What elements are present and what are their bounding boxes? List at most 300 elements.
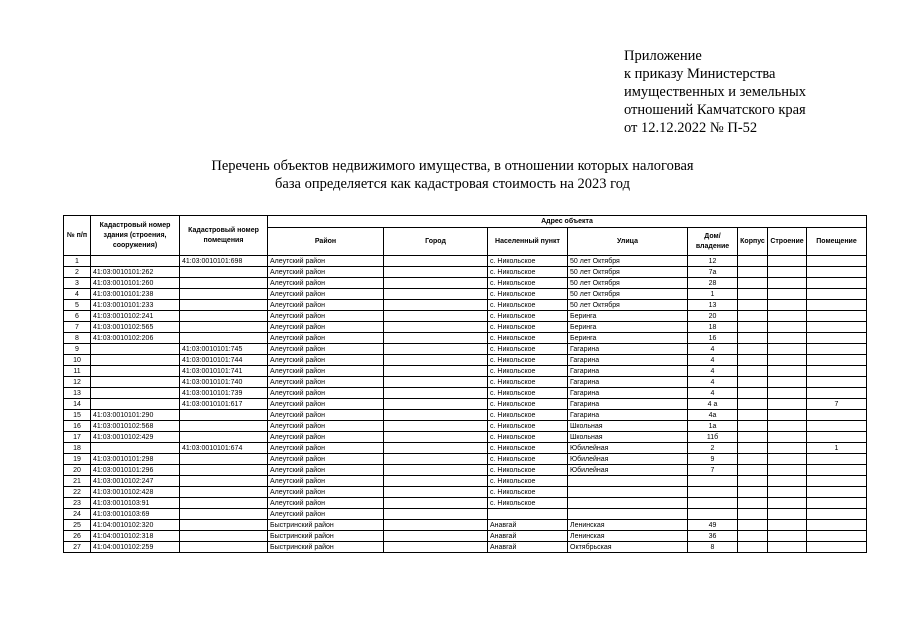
cell-city [384,454,488,465]
cell-house: 11б [688,432,738,443]
cell-district: Алеутский район [268,322,384,333]
header-settlement: Населенный пункт [488,228,568,256]
cell-row-num: 2 [64,267,91,278]
cell-house: 2 [688,443,738,454]
cell-row-num: 3 [64,278,91,289]
cell-district: Алеутский район [268,311,384,322]
cell-row-num: 7 [64,322,91,333]
cell-house: 4 [688,355,738,366]
cell-city [384,278,488,289]
cell-stroenie [768,509,807,520]
cell-street: 50 лет Октября [568,267,688,278]
cell-settlement: с. Никольское [488,432,568,443]
cell-city [384,344,488,355]
cell-district: Алеутский район [268,300,384,311]
cell-house [688,487,738,498]
cell-house: 4 [688,388,738,399]
cell-building-cadastral: 41:03:0010101:238 [91,289,180,300]
cell-row-num: 22 [64,487,91,498]
cell-district: Алеутский район [268,465,384,476]
title-line-1: Перечень объектов недвижимого имущества, в отношении которых налоговая [211,158,694,174]
cell-korpus [738,377,768,388]
cell-settlement: с. Никольское [488,377,568,388]
table-row [64,256,867,267]
cell-house: 4 [688,344,738,355]
cell-row-num: 11 [64,366,91,377]
cell-korpus [738,278,768,289]
cell-stroenie [768,388,807,399]
cell-house [688,476,738,487]
cell-room-cadastral: 41:03:0010101:674 [180,443,268,454]
table-row [64,476,867,487]
cell-settlement: Анавгай [488,531,568,542]
cell-row-num: 26 [64,531,91,542]
cell-settlement: с. Никольское [488,322,568,333]
cell-korpus [738,421,768,432]
cell-street: Гагарина [568,399,688,410]
header-city: Город [384,228,488,256]
cell-building-cadastral: 41:03:0010102:565 [91,322,180,333]
cell-row-num: 25 [64,520,91,531]
cell-settlement: с. Никольское [488,487,568,498]
cell-building-cadastral: 41:03:0010101:298 [91,454,180,465]
cell-stroenie [768,344,807,355]
cell-room-cadastral: 41:03:0010101:740 [180,377,268,388]
cell-room [807,278,867,289]
cell-korpus [738,366,768,377]
table-row [64,498,867,509]
cell-city [384,256,488,267]
cell-room [807,300,867,311]
cell-city [384,487,488,498]
cell-city [384,465,488,476]
cell-building-cadastral: 41:04:0010102:318 [91,531,180,542]
cell-room [807,498,867,509]
cell-street: Гагарина [568,366,688,377]
table-row [64,520,867,531]
cell-room-cadastral [180,322,268,333]
cell-district: Быстринский район [268,531,384,542]
cell-row-num: 4 [64,289,91,300]
cell-house: 36 [688,531,738,542]
cell-stroenie [768,355,807,366]
cell-korpus [738,509,768,520]
table-row [64,267,867,278]
cell-street: Школьная [568,432,688,443]
cell-stroenie [768,443,807,454]
cell-settlement: с. Никольское [488,333,568,344]
cell-house: 16 [688,333,738,344]
cell-district: Алеутский район [268,432,384,443]
cell-settlement: с. Никольское [488,388,568,399]
cell-room [807,322,867,333]
table-row [64,366,867,377]
cell-building-cadastral [91,388,180,399]
cell-district: Алеутский район [268,388,384,399]
cell-building-cadastral: 41:03:0010102:206 [91,333,180,344]
cell-house: 18 [688,322,738,333]
cell-building-cadastral: 41:03:0010102:428 [91,487,180,498]
cell-house: 49 [688,520,738,531]
cell-stroenie [768,256,807,267]
cell-street [568,498,688,509]
cell-settlement: с. Никольское [488,443,568,454]
cell-room-cadastral: 41:03:0010101:744 [180,355,268,366]
cell-korpus [738,498,768,509]
cell-building-cadastral: 41:03:0010102:241 [91,311,180,322]
cell-street: 50 лет Октября [568,289,688,300]
cell-room [807,487,867,498]
table-row [64,509,867,520]
cell-settlement: с. Никольское [488,399,568,410]
cell-city [384,509,488,520]
cell-room-cadastral [180,267,268,278]
cell-settlement: с. Никольское [488,355,568,366]
cell-city [384,476,488,487]
cell-street: Беринга [568,333,688,344]
cell-settlement: с. Никольское [488,278,568,289]
cell-settlement: Анавгай [488,542,568,553]
cell-city [384,443,488,454]
cell-row-num: 13 [64,388,91,399]
cell-street: Юбилейная [568,465,688,476]
cell-row-num: 12 [64,377,91,388]
cell-district: Алеутский район [268,509,384,520]
cell-city [384,520,488,531]
cell-room-cadastral [180,487,268,498]
cell-building-cadastral [91,366,180,377]
header-stroenie: Строение [768,228,807,256]
cell-city [384,542,488,553]
cell-street: 50 лет Октября [568,300,688,311]
cell-building-cadastral: 41:03:0010102:568 [91,421,180,432]
table-row [64,410,867,421]
cell-korpus [738,311,768,322]
cell-district: Алеутский район [268,454,384,465]
cell-stroenie [768,333,807,344]
property-register-table [63,215,867,553]
cell-settlement [488,509,568,520]
cell-district: Алеутский район [268,289,384,300]
header-room: Помещение [807,228,867,256]
cell-street: Гагарина [568,388,688,399]
cell-stroenie [768,311,807,322]
header-num: № п/п [64,216,91,256]
cell-house: 7 [688,465,738,476]
cell-city [384,333,488,344]
document-title [150,157,755,193]
cell-settlement: с. Никольское [488,366,568,377]
cell-row-num: 10 [64,355,91,366]
appendix-line: от 12.12.2022 № П-52 [624,120,758,136]
table-row [64,355,867,366]
cell-room [807,476,867,487]
cell-building-cadastral: 41:03:0010102:429 [91,432,180,443]
cell-room-cadastral: 41:03:0010101:617 [180,399,268,410]
cell-stroenie [768,476,807,487]
cell-street: 50 лет Октября [568,278,688,289]
cell-korpus [738,487,768,498]
table-row [64,289,867,300]
cell-stroenie [768,432,807,443]
appendix-header [624,47,806,137]
table-row [64,487,867,498]
cell-settlement: с. Никольское [488,311,568,322]
cell-street: Юбилейная [568,443,688,454]
cell-house: 4 [688,377,738,388]
cell-district: Быстринский район [268,520,384,531]
cell-room-cadastral: 41:03:0010101:739 [180,388,268,399]
cell-room [807,333,867,344]
cell-stroenie [768,289,807,300]
cell-street: Школьная [568,421,688,432]
cell-stroenie [768,487,807,498]
cell-row-num: 24 [64,509,91,520]
cell-building-cadastral: 41:04:0010102:320 [91,520,180,531]
cell-street: Ленинская [568,520,688,531]
cell-building-cadastral: 41:03:0010103:69 [91,509,180,520]
cell-korpus [738,465,768,476]
cell-room [807,542,867,553]
cell-stroenie [768,278,807,289]
cell-street: Беринга [568,322,688,333]
cell-korpus [738,531,768,542]
cell-korpus [738,300,768,311]
cell-settlement: с. Никольское [488,300,568,311]
cell-korpus [738,542,768,553]
cell-street: Октябрьская [568,542,688,553]
cell-room-cadastral [180,421,268,432]
appendix-line: отношений Камчатского края [624,102,806,118]
cell-street: Гагарина [568,410,688,421]
cell-settlement: с. Никольское [488,256,568,267]
cell-house: 4 [688,366,738,377]
cell-district: Алеутский район [268,443,384,454]
cell-street: Беринга [568,311,688,322]
cell-stroenie [768,410,807,421]
cell-korpus [738,410,768,421]
cell-building-cadastral [91,355,180,366]
header-street: Улица [568,228,688,256]
cell-city [384,289,488,300]
cell-row-num: 20 [64,465,91,476]
table-row [64,300,867,311]
cell-house: 28 [688,278,738,289]
cell-korpus [738,256,768,267]
cell-building-cadastral: 41:03:0010102:247 [91,476,180,487]
cell-settlement: с. Никольское [488,289,568,300]
cell-building-cadastral: 41:03:0010101:290 [91,410,180,421]
cell-korpus [738,432,768,443]
cell-room [807,289,867,300]
cell-row-num: 8 [64,333,91,344]
cell-city [384,432,488,443]
cell-house [688,509,738,520]
table-body [64,256,867,553]
cell-house [688,498,738,509]
cell-room [807,377,867,388]
cell-room-cadastral [180,300,268,311]
cell-district: Алеутский район [268,498,384,509]
cell-room-cadastral [180,498,268,509]
cell-room-cadastral [180,333,268,344]
appendix-line: имущественных и земельных [624,84,807,100]
cell-row-num: 6 [64,311,91,322]
cell-building-cadastral: 41:03:0010101:260 [91,278,180,289]
cell-city [384,300,488,311]
cell-house: 7а [688,267,738,278]
cell-stroenie [768,322,807,333]
cell-district: Алеутский район [268,278,384,289]
cell-house: 8 [688,542,738,553]
cell-korpus [738,520,768,531]
cell-district: Алеутский район [268,344,384,355]
cell-district: Алеутский район [268,421,384,432]
cell-street: Гагарина [568,344,688,355]
table-row [64,465,867,476]
cell-building-cadastral [91,256,180,267]
cell-city [384,531,488,542]
cell-house: 4а [688,410,738,421]
cell-house: 20 [688,311,738,322]
cell-settlement: с. Никольское [488,498,568,509]
cell-city [384,498,488,509]
cell-city [384,421,488,432]
cell-stroenie [768,300,807,311]
table-row [64,388,867,399]
cell-korpus [738,267,768,278]
cell-room-cadastral [180,465,268,476]
cell-stroenie [768,531,807,542]
cell-room [807,267,867,278]
cell-row-num: 18 [64,443,91,454]
cell-district: Алеутский район [268,487,384,498]
cell-row-num: 14 [64,399,91,410]
cell-building-cadastral [91,344,180,355]
cell-stroenie [768,542,807,553]
table-row [64,542,867,553]
cell-row-num: 15 [64,410,91,421]
cell-row-num: 16 [64,421,91,432]
cell-room-cadastral [180,520,268,531]
cell-room-cadastral: 41:03:0010101:698 [180,256,268,267]
cell-settlement: с. Никольское [488,267,568,278]
cell-district: Алеутский район [268,333,384,344]
cell-room [807,388,867,399]
cell-city [384,267,488,278]
cell-korpus [738,289,768,300]
cell-row-num: 1 [64,256,91,267]
cell-room-cadastral [180,531,268,542]
table-row [64,322,867,333]
cell-stroenie [768,377,807,388]
cell-korpus [738,333,768,344]
cell-room-cadastral: 41:03:0010101:745 [180,344,268,355]
cell-room-cadastral [180,410,268,421]
table-row [64,344,867,355]
cell-room [807,366,867,377]
cell-district: Алеутский район [268,267,384,278]
cell-stroenie [768,421,807,432]
header-district: Район [268,228,384,256]
cell-building-cadastral [91,443,180,454]
cell-room [807,520,867,531]
cell-room-cadastral [180,476,268,487]
cell-room [807,509,867,520]
table-row [64,377,867,388]
cell-room [807,531,867,542]
appendix-line: Приложение [624,48,702,64]
cell-korpus [738,476,768,487]
cell-settlement: Анавгай [488,520,568,531]
cell-street [568,476,688,487]
cell-room: 1 [807,443,867,454]
cell-house: 13 [688,300,738,311]
cell-district: Алеутский район [268,256,384,267]
cell-room [807,421,867,432]
cell-house: 9 [688,454,738,465]
cell-room [807,256,867,267]
title-line-2: база определяется как кадастровая стоимость на 2023 год [275,176,630,192]
table-row [64,333,867,344]
cell-city [384,355,488,366]
cell-stroenie [768,267,807,278]
cell-row-num: 5 [64,300,91,311]
cell-stroenie [768,498,807,509]
header-building-cadastral: Кадастровый номер здания (строения, сооружения) [91,216,180,256]
cell-house: 12 [688,256,738,267]
cell-korpus [738,443,768,454]
header-korpus: Корпус [738,228,768,256]
cell-row-num: 9 [64,344,91,355]
cell-settlement: с. Никольское [488,454,568,465]
cell-street: 50 лет Октября [568,256,688,267]
cell-row-num: 23 [64,498,91,509]
cell-house: 1а [688,421,738,432]
header-address-group: Адрес объекта [268,216,867,228]
cell-room [807,465,867,476]
header-room-cadastral: Кадастровый номер помещения [180,216,268,256]
cell-korpus [738,355,768,366]
cell-room [807,454,867,465]
table-row [64,432,867,443]
table-row [64,454,867,465]
cell-city [384,311,488,322]
cell-room-cadastral [180,509,268,520]
cell-room [807,432,867,443]
cell-room [807,355,867,366]
cell-stroenie [768,366,807,377]
cell-street: Гагарина [568,377,688,388]
cell-city [384,377,488,388]
cell-settlement: с. Никольское [488,410,568,421]
table-row [64,311,867,322]
cell-settlement: с. Никольское [488,465,568,476]
table-row [64,531,867,542]
cell-settlement: с. Никольское [488,344,568,355]
cell-district: Алеутский район [268,410,384,421]
cell-settlement: с. Никольское [488,476,568,487]
cell-building-cadastral: 41:03:0010101:233 [91,300,180,311]
cell-stroenie [768,454,807,465]
cell-stroenie [768,465,807,476]
table-row [64,278,867,289]
cell-row-num: 17 [64,432,91,443]
cell-row-num: 19 [64,454,91,465]
cell-building-cadastral: 41:03:0010101:296 [91,465,180,476]
cell-city [384,388,488,399]
cell-settlement: с. Никольское [488,421,568,432]
